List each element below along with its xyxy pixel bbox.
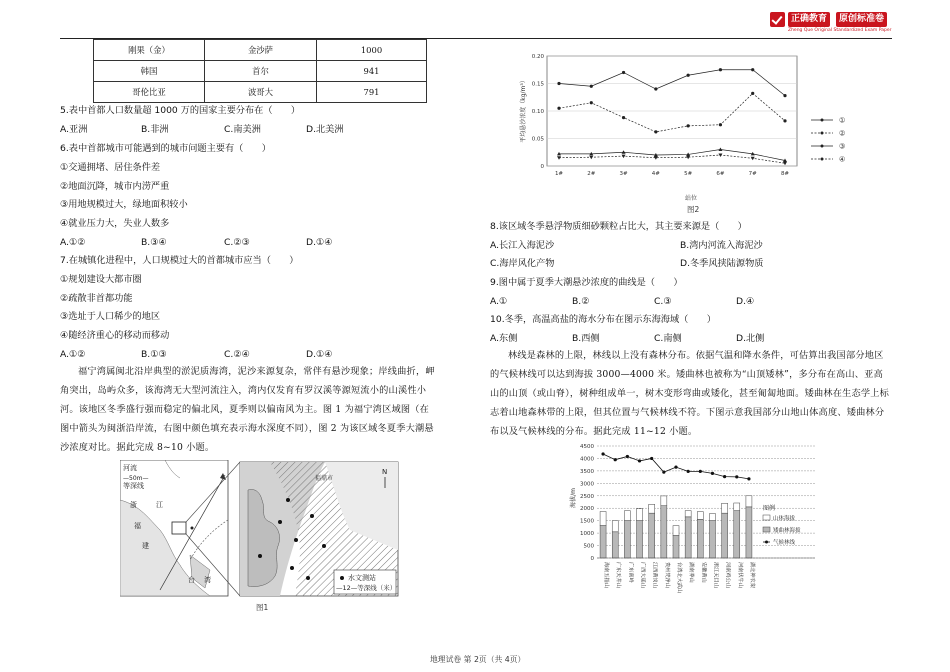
fig3-treeline-point xyxy=(723,475,726,478)
q6-item-2: ②地面沉降，城市内涝严重 xyxy=(60,181,170,192)
question-6: 6.表中首都城市可能遇到的城市问题主要有（ ） xyxy=(60,143,271,154)
question-8: 8.该区域冬季悬浮物质细砂颗粒占比大，其主要来源是（ ） xyxy=(490,221,747,232)
fig3-bar-krummholz xyxy=(734,511,740,558)
fig3-bar-mountain xyxy=(746,496,752,507)
passage-treeline: 林线是森林的上限，林线以上没有森林分布。依据气温和降水条件，可估算出我国部分地区的气候林线可以达到海拔 3000—4000 米。矮曲林也被称为“山顶矮林”，多分布在高山、亚高山的山顶（或山脊），树种组成单一，树木变形弯曲或矮化，甚至匍匐地面。矮曲林在生态学上标志着山地森林带的上限，但其位置与气候林线不符。下图示意我国部分山地山体高度、矮曲林分布以及气候林线的分布。据此完成 11~12 小题。 xyxy=(490,350,890,437)
fig3-legend-label: 山体海拔 xyxy=(773,516,796,522)
fig1-caption: 图1 xyxy=(256,603,269,612)
fig3-treeline-point xyxy=(614,458,617,461)
fig3-bar-krummholz xyxy=(637,521,643,558)
question-9: 9.图中属于夏季大潮悬沙浓度的曲线是（ ） xyxy=(490,277,683,288)
q7-item-1: ①规划建设大都市圈 xyxy=(60,274,142,285)
fig2-xtick: 2# xyxy=(587,171,596,177)
capital-table xyxy=(93,39,427,103)
fig3-bar-mountain xyxy=(734,503,740,511)
fig3-ytick: 1000 xyxy=(580,531,594,538)
fig2-legend-label: ③ xyxy=(839,142,846,151)
fig2-legend-marker xyxy=(821,119,824,122)
map-contour-label: 等深线 xyxy=(123,482,144,490)
q7-opt-c: C.②④ xyxy=(224,349,250,360)
fig2-legend-label: ④ xyxy=(839,155,846,164)
fig2-point xyxy=(622,116,625,119)
fig3-bar-mountain xyxy=(661,496,667,506)
fig3-legend-label: 气候林线 xyxy=(773,540,796,546)
fig3-treeline-point xyxy=(650,457,653,460)
fig2-xtick: 5# xyxy=(684,171,693,177)
fig2-ytick: 0.10 xyxy=(531,109,544,115)
fig3-bar-mountain xyxy=(612,521,618,532)
fig3-treeline-point xyxy=(747,477,750,480)
fig3-ytick: 3000 xyxy=(580,481,594,488)
q8-opt-b: B.湾内河流入海泥沙 xyxy=(680,240,763,251)
fig2-point xyxy=(718,148,722,152)
fig2-point xyxy=(590,85,593,88)
q9-opt-b: B.② xyxy=(572,296,590,307)
fig2-xtick: 3# xyxy=(619,171,628,177)
q5-opt-d: D.北美洲 xyxy=(306,124,344,135)
q7-item-2: ②疏散非首都功能 xyxy=(60,293,133,304)
fig3-bar-mountain xyxy=(649,504,655,513)
fig3-ytick: 0 xyxy=(590,556,594,562)
q6-item-4: ④就业压力大，失业人数多 xyxy=(60,218,170,229)
fig3-treeline-point xyxy=(601,452,604,455)
fig2-legend-label: ② xyxy=(839,129,846,138)
map-legend-depth: —12—等深线（米） xyxy=(336,584,397,592)
fig2-legend-marker xyxy=(821,132,824,135)
map-contour-unit: —50m— xyxy=(123,475,149,482)
fig3-category-label: 河南伏牛山 xyxy=(736,562,743,588)
brand-name: 正确教育 xyxy=(788,12,830,27)
page-footer: 地理试卷 第 2页（共 4页） xyxy=(430,655,526,664)
fig3-legend-swatch xyxy=(763,527,770,532)
map-label-fu: 福 xyxy=(134,522,141,530)
table-row xyxy=(94,40,427,61)
fig3-bar-krummholz xyxy=(722,513,728,558)
q5-opt-a: A.亚洲 xyxy=(60,124,88,135)
fig2-ylabel: 平均悬沙浓度（kg/m³） xyxy=(520,77,527,143)
table-cell: 941 xyxy=(317,61,427,82)
fig3-treeline-point xyxy=(674,466,677,469)
fig2-xtick: 7# xyxy=(748,171,757,177)
table-cell: 波哥大 xyxy=(205,82,317,103)
fig3-treeline-point xyxy=(699,470,702,473)
fig3-bar-mountain xyxy=(673,526,679,536)
fig3-bar-krummholz xyxy=(685,517,691,558)
fig3-category-label: 广东天井山 xyxy=(615,562,622,588)
fig3-treeline-point xyxy=(638,459,641,462)
fig2-ytick: 0.05 xyxy=(531,136,544,143)
question-10: 10.冬季，高温高盐的海水分布在图示东海海域（ ） xyxy=(490,314,716,325)
fig2-ytick: 0.15 xyxy=(531,81,544,88)
fig3-bar-mountain xyxy=(637,509,643,521)
fig2-point xyxy=(557,107,560,110)
map-label-jian: 建 xyxy=(142,542,149,550)
table-cell: 哥伦比亚 xyxy=(94,82,205,103)
map-label-jiang: 江 xyxy=(156,501,163,509)
q6-opt-a: A.①② xyxy=(60,237,86,248)
question-5: 5.表中首都人口数量超 1000 万的国家主要分布在（ ） xyxy=(60,105,301,116)
fig2-xtick: 6# xyxy=(716,171,725,177)
fig3-ytick: 1500 xyxy=(580,518,594,525)
fig3-ytick: 4500 xyxy=(580,444,594,450)
q7-item-4: ④随经济重心的移动而移动 xyxy=(60,330,170,341)
fig3-treeline-point xyxy=(687,470,690,473)
fig2-ytick: 0 xyxy=(540,164,544,170)
fig3-bar-krummholz xyxy=(661,506,667,558)
fig3-category-label: 广东南岭 xyxy=(627,562,634,583)
table-cell: 1000 xyxy=(317,40,427,61)
fig3-treeline-point xyxy=(662,471,665,474)
fig3-category-label: 浙江天目山 xyxy=(712,562,719,588)
fig3-bar-krummholz xyxy=(709,521,715,558)
fig3-bar-krummholz xyxy=(624,521,630,558)
fig2-point xyxy=(719,68,722,71)
treeline-bar-chart xyxy=(567,436,817,614)
fig3-ytick: 2000 xyxy=(580,506,594,513)
map-legend-station: 水文测站 xyxy=(348,574,376,582)
station-legend-icon xyxy=(340,576,344,580)
fig2-series-line xyxy=(559,93,785,131)
q10-opt-d: D.北侧 xyxy=(736,333,765,344)
brand-tagline: Zheng Que Original Standardized Exam Paper xyxy=(788,28,892,33)
fig3-bar-krummholz xyxy=(649,513,655,558)
q9-opt-c: C.③ xyxy=(654,296,672,307)
fig2-legend-label: ① xyxy=(839,116,846,125)
q7-item-3: ③选址于人口稀少的地区 xyxy=(60,311,161,322)
q7-opt-b: B.①③ xyxy=(141,349,167,360)
q6-opt-d: D.①④ xyxy=(306,237,333,248)
fig3-bar-mountain xyxy=(722,503,728,513)
q5-opt-c: C.南美洲 xyxy=(224,124,261,135)
q8-opt-d: D.冬季风挟陆源物质 xyxy=(680,258,764,269)
fig2-point xyxy=(751,157,755,161)
fig3-category-label: 海南五指山 xyxy=(603,562,610,588)
fig3-ytick: 3500 xyxy=(580,468,594,475)
table-cell: 刚果（金） xyxy=(94,40,205,61)
fig2-ytick: 0.20 xyxy=(531,54,544,60)
fig2-legend-marker xyxy=(821,145,824,148)
fig3-bar-mountain xyxy=(624,511,630,521)
fig3-bar-krummholz xyxy=(600,526,606,558)
q10-opt-b: B.西侧 xyxy=(572,333,600,344)
map-label-wan: 湾 xyxy=(204,576,211,584)
fig2-xtick: 8# xyxy=(780,171,790,177)
fig3-legend-label: 矮曲林海拔 xyxy=(773,528,801,534)
q8-opt-c: C.海岸风化产物 xyxy=(490,258,555,269)
q6-item-3: ③用地规模过大，绿地面积较小 xyxy=(60,199,188,210)
sediment-line-chart xyxy=(515,50,871,202)
fig3-bar-mountain xyxy=(709,514,715,521)
fig3-bar-krummholz xyxy=(697,519,703,558)
fig2-series-line xyxy=(559,70,785,96)
fig3-bar-krummholz xyxy=(612,532,618,558)
question-7: 7.在城镇化进程中，人口规模过大的首都城市应当（ ） xyxy=(60,255,299,266)
map-north-label: N xyxy=(382,468,388,476)
q5-opt-b: B.非洲 xyxy=(141,124,169,135)
brand-logo xyxy=(770,11,894,37)
fig2-point xyxy=(783,119,786,122)
map-label-tai: 台 xyxy=(188,576,195,584)
table-cell: 韩国 xyxy=(94,61,205,82)
q9-opt-a: A.① xyxy=(490,296,508,307)
fig3-ytick: 500 xyxy=(583,543,594,550)
funing-bay-map xyxy=(120,460,400,598)
fig2-xtick: 1# xyxy=(554,171,564,177)
fig3-bar-mountain xyxy=(697,512,703,520)
table-cell: 金沙萨 xyxy=(205,40,317,61)
table-cell: 首尔 xyxy=(205,61,317,82)
map-river-label: 河流 xyxy=(123,464,137,472)
fig3-bar-mountain xyxy=(600,512,606,526)
fig3-category-label: 台湾北大武山 xyxy=(676,562,682,594)
q8-opt-a: A.长江入海泥沙 xyxy=(490,240,555,251)
fig2-point xyxy=(557,82,560,85)
fig3-bar-krummholz xyxy=(746,507,752,558)
fig3-legend-marker xyxy=(765,541,768,544)
table-row xyxy=(94,61,427,82)
fig3-legend-swatch xyxy=(763,515,770,520)
fig2-point xyxy=(719,123,722,126)
fig3-ylabel: 海拔/m xyxy=(570,488,577,508)
table-cell: 791 xyxy=(317,82,427,103)
q6-opt-b: B.③④ xyxy=(141,237,167,248)
fig3-category-label: 江西黄岗山 xyxy=(651,562,658,588)
table-row xyxy=(94,82,427,103)
fig3-category-label: 广西大瑶山 xyxy=(639,562,646,588)
q10-opt-c: C.南侧 xyxy=(654,333,682,344)
fig3-ytick: 4000 xyxy=(580,456,594,463)
fig3-legend-title: 图例 xyxy=(763,505,776,512)
fig3-category-label: 贵州梵净山 xyxy=(663,562,670,588)
fig2-point xyxy=(654,87,657,90)
q10-opt-a: A.东侧 xyxy=(490,333,518,344)
fig2-point xyxy=(590,101,593,104)
fig2-point xyxy=(589,156,593,160)
q6-opt-c: C.②③ xyxy=(224,237,250,248)
passage-funing-bay: 福宁湾属闽北沿岸典型的淤泥质海湾，泥沙来源复杂，常伴有悬沙现象；岸线曲折，岬角突出，岛屿众多，该海湾无大型河流注入，湾内仅发育有罗汉溪等源短流小的山溪性小河。该地区冬季盛行强而稳定的偏北风，夏季则以偏南风为主。图 1 为福宁湾区域图（在图中箭头为闽浙沿岸流，右图中颜色填充表示海水深度不同），图 2 为该区域冬夏季大潮悬沙浓度对比。据此完成 8~10 小题。 xyxy=(60,366,435,453)
fig2-point xyxy=(751,92,754,95)
fig2-point xyxy=(654,130,657,133)
fig2-point xyxy=(783,162,787,166)
fig3-treeline-point xyxy=(711,472,714,475)
fig3-bar-krummholz xyxy=(673,536,679,558)
fig3-treeline-point xyxy=(626,455,629,458)
fig2-legend-marker xyxy=(821,158,824,161)
fig2-caption: 图2 xyxy=(687,205,700,214)
brand-subtitle: 原创标准卷 xyxy=(836,12,887,27)
fig2-xlabel: 站位 xyxy=(684,195,698,202)
map-label-fuding: 福鼎市 xyxy=(315,475,334,482)
fig2-point xyxy=(622,71,625,74)
fig2-xtick: 4# xyxy=(651,171,660,177)
q9-opt-d: D.④ xyxy=(736,296,755,307)
fig3-ytick: 2500 xyxy=(580,493,594,500)
q6-item-1: ①交通拥堵、居住条件差 xyxy=(60,162,161,173)
fig3-category-label: 湖南莽山 xyxy=(688,562,695,583)
fig3-bar-mountain xyxy=(685,511,691,517)
fig3-treeline-point xyxy=(735,475,738,478)
fig2-point xyxy=(687,74,690,77)
fig2-point xyxy=(783,94,786,97)
fig3-category-label: 河南鸡公山 xyxy=(724,562,731,588)
q7-opt-a: A.①② xyxy=(60,349,86,360)
map-label-zhe: 浙 xyxy=(130,501,137,509)
fig2-point xyxy=(751,68,754,71)
checkmark-icon xyxy=(770,12,785,27)
fig3-category-label: 安徽黄山 xyxy=(700,562,707,583)
q7-opt-d: D.①④ xyxy=(306,349,333,360)
fig3-category-label: 湖北神农架 xyxy=(748,562,755,588)
fig2-point xyxy=(687,124,690,127)
